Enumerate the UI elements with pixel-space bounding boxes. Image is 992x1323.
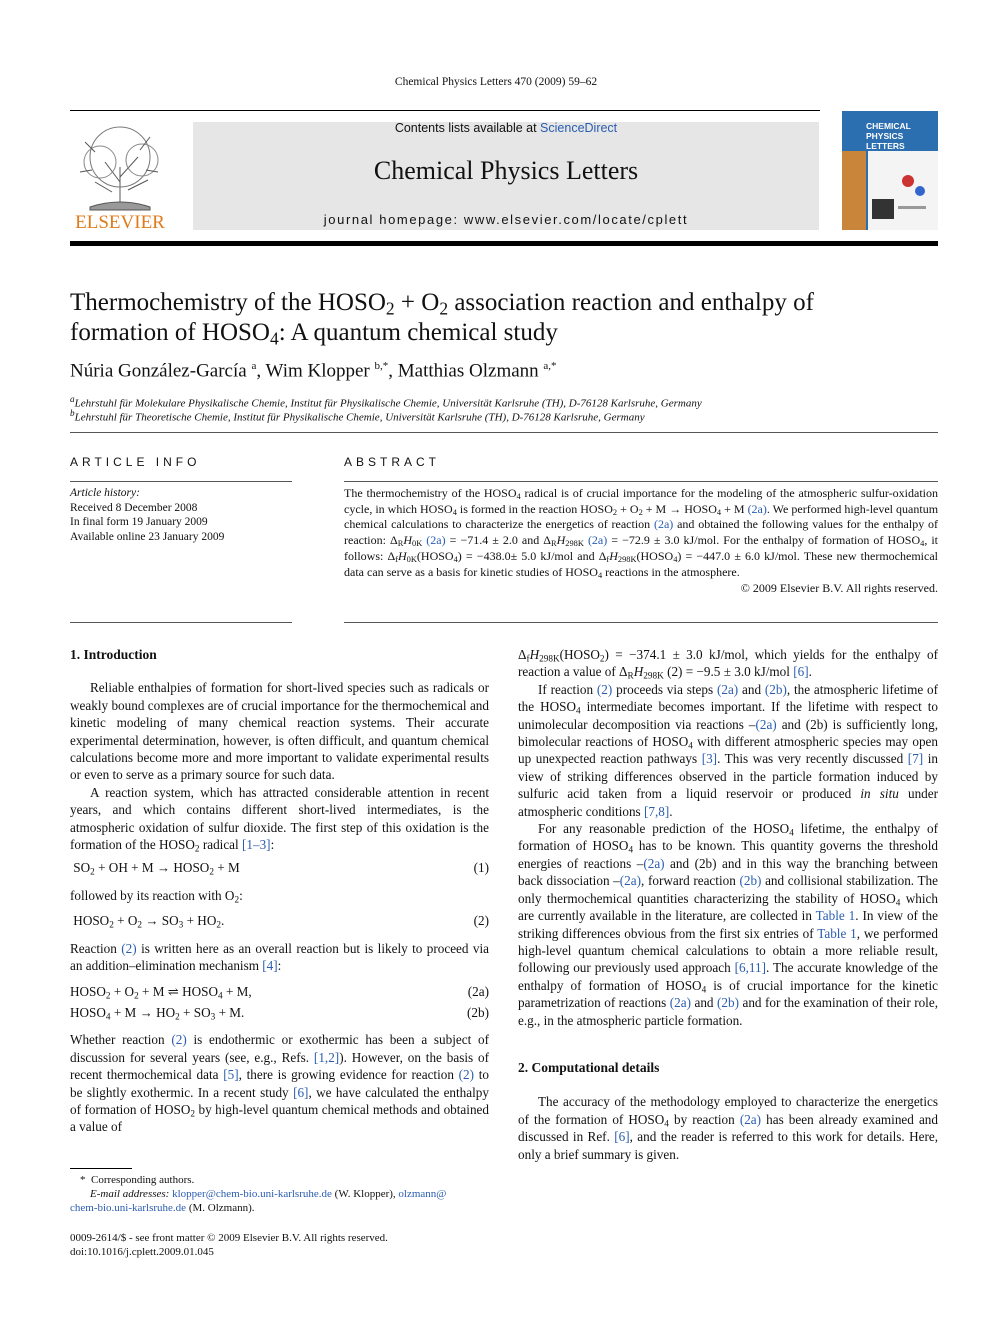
sciencedirect-link[interactable]: ScienceDirect	[540, 121, 618, 135]
author-name: Matthias Olzmann	[397, 360, 539, 382]
abstract-text: The thermochemistry of the $HOSO_4$ radical is of crucial importance for the modeling of the atmospheric sulfur-oxidation cycle, in which $HOSO_4$ is formed in the reaction $HOSO_2 + O_2 + M$ → $HOSO_4 + M$ (2a). We performed high-level quantum chemical calculations to characterize the energetics of reaction (2a) and obtained the following values for the enthalpy of reaction: $\Delta_RH_{0K}$ (2a) = −71.4 ± 2.0 and $\Delta_RH_{298K}$ (2a) = −72.9 ± 3.0 kJ/mol. For the enthalpy of formation of $HOSO_4$, it follows: $\Delta_fH_{0K}(HOSO_4) = -438.0\pm 5.0$ kJ/mol and $\Delta_fH_{298K}(HOSO_4) = -447.0 \pm 6.0$ kJ/mol. These new thermochemical data can serve as a basis for kinetic studies of $HOSO_4$ reactions in the atmosphere. © 2009 Elsevier B.V. All rights reserved.	[344, 486, 939, 596]
cover-illustration	[842, 151, 938, 230]
equation-2a: $HOSO_2 + O_2 + M$ ⇌ $HOSO_4 + M$, (2a)	[70, 983, 489, 1000]
journal-homepage[interactable]: journal homepage: www.elsevier.com/locate/cplett	[323, 212, 689, 227]
affiliation-b: $^b$Lehrstuhl für Theoretische Chemie, Institut für Physikalische Chemie, Universität Karlsruhe (TH), D-76128 Karlsruhe, Germany	[70, 408, 645, 424]
abstract-heading: ABSTRACT	[344, 455, 441, 469]
equation-1: $SO_2$ + OH + $M \to HOSO_2 + M$ (1)	[70, 860, 489, 877]
author-name: Núria González-García	[70, 360, 247, 382]
affiliation-a: $^a$Lehrstuhl für Molekulare Physikalische Chemie, Institut für Physikalische Chemie, Universität Karlsruhe (TH), D-76128 Karlsruhe, Germany	[70, 394, 702, 410]
article-info-heading: ARTICLE INFO	[70, 455, 201, 469]
footnote-authors: * Corresponding authors. E-mail addresses: klopper@chem-bio.uni-karlsruhe.de (W. Klopper), olzmann@ chem-bio.uni-karlsruhe.de (M. Olzmann).	[70, 1174, 447, 1214]
journal-name: Chemical Physics Letters	[373, 156, 639, 185]
journal-cover-image	[842, 111, 938, 230]
author-name: Wim Klopper	[265, 360, 370, 382]
email-link-olzmann[interactable]: olzmann@	[398, 1188, 447, 1200]
section-heading-introduction: 1. Introduction	[70, 647, 157, 662]
right-column: $\Delta_fH_{298K}(HOSO_2) = -374.1 \pm 3.0$ kJ/mol, which yields for the enthalpy of reaction a value of $\Delta_RH_{298K}$ (2) = −9.5 ± 3.0 kJ/mol [6]. If reaction (2) proceeds via steps (2a) and (2b), the atmospheric lifetime of the $HOSO_4$ intermediate becomes important. If the lifetime with respect to unimolecular decomposition via reactions –(2a) and (2b) is sufficiently long, bimolecular reactions of $HOSO_4$ with different atmospheric species may open up unexpected reaction pathways [3]. This was very recently discussed [7] in view of striking differences observed in the particle formation induced by sulfuric acid taken from a liquid reservoir or produced in situ under atmospheric conditions [7,8]. For any reasonable prediction of the $HOSO_4$ lifetime, the enthalpy of formation of $HOSO_4$ has to be known. This quantity governs the threshold energies of reactions –(2a) and (2b) and in this way the branching between back dissociation –(2a), forward reaction (2b) and collisional stabilization. The only thermochemical quantities characterizing the stability of $HOSO_4$ which are currently available in the literature, are collected in Table 1. In view of the striking differences obvious from the first six entries of Table 1, we performed high-level quantum chemical calculations to obtain a more reliable result, following our previously used approach [6,11]. The accurate knowledge of the enthalpy of formation of $HOSO_4$ is of crucial importance for the kinetic parametrization of reactions (2a) and (2b) and for the examination of their role, e.g., in the atmospheric particle formation. 2. Computational details The accuracy of the methodology employed to characterize the energetics of the formation of $HOSO_4$ by reaction (2a) has been already examined and discussed in Ref. [6], and the reader is referred to this work for details. Here, only a brief summary is given.	[518, 647, 939, 1162]
issn-doi: 0009-2614/$ - see front matter © 2009 Elsevier B.V. All rights reserved. doi:10.1016/j.cplett.2009.01.045	[70, 1232, 388, 1258]
elsevier-tree-logo	[70, 122, 170, 232]
article-history: Article history: Received 8 December 2008 In final form 19 January 2009 Available online 23 January 2009	[70, 487, 225, 543]
journal-citation: Chemical Physics Letters 470 (2009) 59–62	[394, 76, 598, 88]
affiliation-rule	[70, 432, 938, 433]
elsevier-wordmark: ELSEVIER	[75, 212, 165, 232]
section-heading-computational: 2. Computational details	[518, 1059, 660, 1075]
header-thick-rule	[70, 241, 938, 246]
info-rule	[70, 481, 292, 482]
footnote-rule	[70, 1168, 132, 1169]
header-rule	[70, 110, 820, 111]
copyright: © 2009 Elsevier B.V. All rights reserved.	[740, 581, 938, 596]
equation-2b: $HOSO_4 + M \to HO_2 + SO_3 + M$. (2b)	[70, 1004, 489, 1022]
info-rule-bottom	[70, 622, 292, 623]
left-column: 1. Introduction Reliable enthalpies of formation for short-lived species such as radicals or weakly bound complexes are of crucial importance for the thermochemical and kinetic modeling of many chemical reaction systems. Their accurate experimental determination, however, is often difficult, and quantum chemical calculations become more and more important to validate experimental results or even to serve as a primary source for such data. A reaction system, which has attracted considerable attention in recent years, and which contains different short-lived intermediates, is the atmospheric oxidation of sulfur dioxide. The first step of this oxidation is the formation of the $HOSO_2$ radical [1–3]: $SO_2$ + OH + $M \to HOSO_2 + M$ (1) followed by its reaction with $O_2$: $HOSO_2 + O_2 \to SO_3 + HO_2$. (2) Reaction (2) is written here as an overall reaction but is likely to proceed via an addition–elimination mechanism [4]: $HOSO_2 + O_2 + M$ ⇌ $HOSO_4 + M$, (2a) $HOSO_4 + M \to HO_2 + SO_3 + M$. (2b) Whether reaction (2) is endothermic or exothermic has been a subject of discussion for several years (see, e.g., Refs. [1,2]). However, on the basis of recent thermochemical data [5], there is growing evidence for reaction (2) to be slightly exothermic. In a recent study [6], we have calculated the enthalpy of formation of $HOSO_2$ by high-level quantum chemical methods and obtained a value of	[70, 647, 490, 1135]
cover-title: CHEMICAL PHYSICS LETTERS	[866, 121, 911, 151]
email-link-klopper[interactable]: klopper@chem-bio.uni-karlsruhe.de	[172, 1188, 332, 1200]
contents-prefix: Contents lists available at	[394, 121, 541, 135]
email-link-olzmann-cont[interactable]: chem-bio.uni-karlsruhe.de	[70, 1202, 187, 1214]
article-title: Thermochemistry of the $HOSO_2 + O_2$ association reaction and enthalpy of formation of $HOSO_4$: A quantum chemical study	[70, 289, 814, 349]
abstract-rule-bottom	[344, 622, 938, 623]
author-list: Núria González-García $^a$, Wim Klopper $^{b,*}$, Matthias Olzmann $^{a,*}$	[70, 360, 557, 382]
abstract-rule	[344, 481, 938, 482]
contents-line	[193, 121, 819, 135]
equation-2: $HOSO_2 + O_2 \to SO_3 + HO_2$. (2)	[70, 913, 489, 930]
